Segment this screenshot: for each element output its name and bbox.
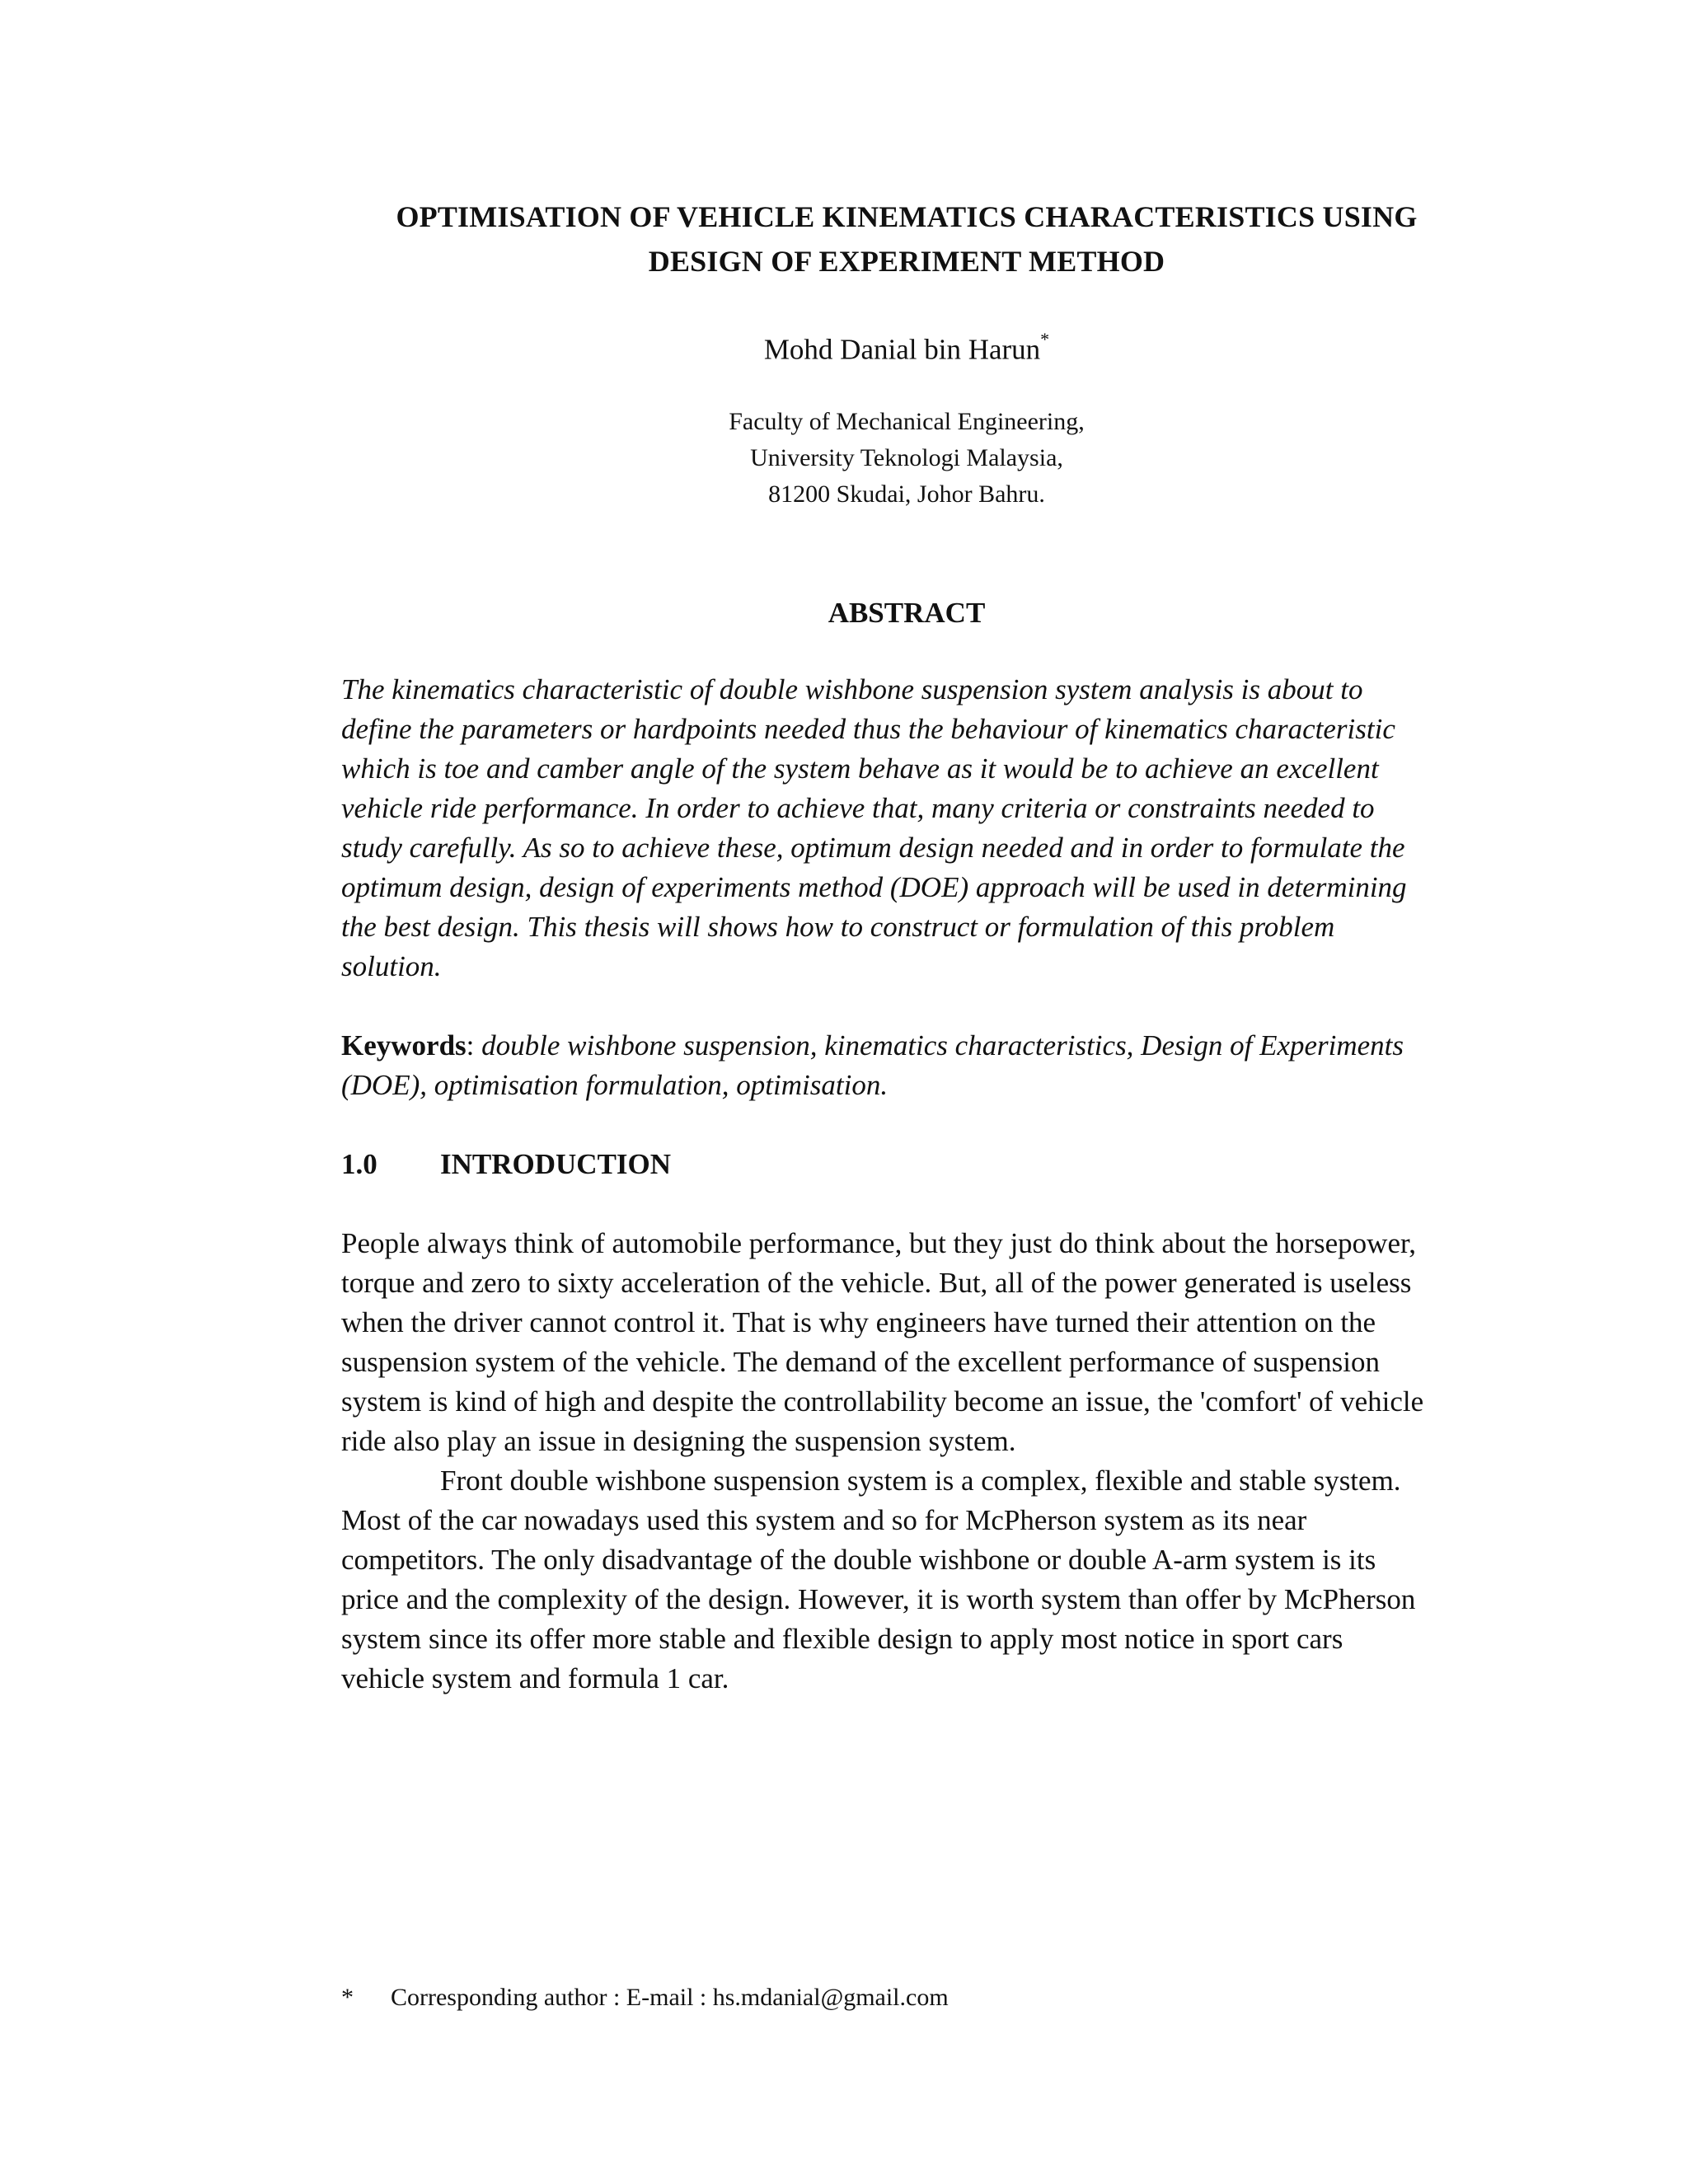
- title-line: OPTIMISATION OF VEHICLE KINEMATICS CHARACTERISTICS USING: [396, 200, 1418, 233]
- keywords-line: [341, 1026, 1479, 1066]
- intro-line: Front double wishbone suspension system is a complex, flexible and stable system.: [440, 1465, 1401, 1497]
- keywords-label: Keywords: [341, 1029, 467, 1062]
- affiliation: [577, 404, 1236, 513]
- abstract-line: study carefully. As so to achieve these, optimum design needed and in order to formulate the: [341, 832, 1405, 864]
- abstract-line: define the parameters or hardpoints needed thus the behaviour of kinematics characteristic: [341, 713, 1395, 745]
- intro-line: Most of the car nowadays used this system and so for McPherson system as its near: [341, 1504, 1307, 1536]
- title-line: DESIGN OF EXPERIMENT METHOD: [648, 245, 1165, 278]
- affiliation-line: Faculty of Mechanical Engineering,: [729, 408, 1085, 435]
- abstract-heading: ABSTRACT: [828, 597, 986, 629]
- abstract-line: the best design. This thesis will shows how to construct or formulation of this problem: [341, 911, 1335, 943]
- author-mark: *: [1040, 329, 1050, 349]
- abstract-body: [341, 670, 1479, 987]
- footnote-mark: *: [341, 1984, 354, 2011]
- footnote: [341, 1980, 949, 2016]
- intro-line: price and the complexity of the design. However, it is worth system than offer by McPherson: [341, 1583, 1416, 1615]
- abstract-line: vehicle ride performance. In order to achieve that, many criteria or constraints needed to: [341, 792, 1375, 824]
- keywords-text: (DOE), optimisation formulation, optimisation.: [341, 1069, 889, 1101]
- paper-title: [330, 194, 1484, 284]
- introduction-body: [341, 1224, 1479, 1699]
- section-title: INTRODUCTION: [440, 1148, 672, 1180]
- author-name: Mohd Danial bin Harun: [763, 333, 1041, 366]
- intro-line: People always think of automobile performance, but they just do think about the horsepower,: [341, 1227, 1416, 1259]
- keywords-separator: :: [466, 1029, 475, 1062]
- abstract-line: solution.: [341, 950, 442, 982]
- intro-line: when the driver cannot control it. That is why engineers have turned their attention on the: [341, 1306, 1376, 1338]
- affiliation-line: 81200 Skudai, Johor Bahru.: [768, 480, 1045, 508]
- intro-line: vehicle system and formula 1 car.: [341, 1662, 729, 1694]
- intro-line: system since its offer more stable and flexible design to apply most notice in sport cars: [341, 1623, 1343, 1655]
- keywords-text: double wishbone suspension, kinematics characteristics, Design of Experiments: [481, 1029, 1404, 1062]
- abstract-line: optimum design, design of experiments method (DOE) approach will be used in determining: [341, 871, 1407, 903]
- intro-line: torque and zero to sixty acceleration of the vehicle. But, all of the power generated is useless: [341, 1267, 1412, 1299]
- abstract-line: The kinematics characteristic of double wishbone suspension system analysis is about to: [341, 673, 1363, 705]
- keywords: [341, 1026, 1479, 1105]
- intro-line: suspension system of the vehicle. The demand of the excellent performance of suspension: [341, 1346, 1380, 1378]
- section-heading-introduction: [341, 1145, 671, 1184]
- intro-line: system is kind of high and despite the controllability become an issue, the 'comfort' of vehicle: [341, 1385, 1424, 1418]
- affiliation-line: University Teknologi Malaysia,: [750, 444, 1063, 471]
- intro-line: ride also play an issue in designing the suspension system.: [341, 1425, 1016, 1457]
- section-number: 1.0: [341, 1148, 377, 1180]
- intro-line: competitors. The only disadvantage of the double wishbone or double A-arm system is its: [341, 1544, 1376, 1576]
- abstract-line: which is toe and camber angle of the system behave as it would be to achieve an excellent: [341, 752, 1379, 785]
- footnote-text: Corresponding author : E-mail : hs.mdanial@gmail.com: [391, 1984, 949, 2011]
- author: [577, 323, 1236, 370]
